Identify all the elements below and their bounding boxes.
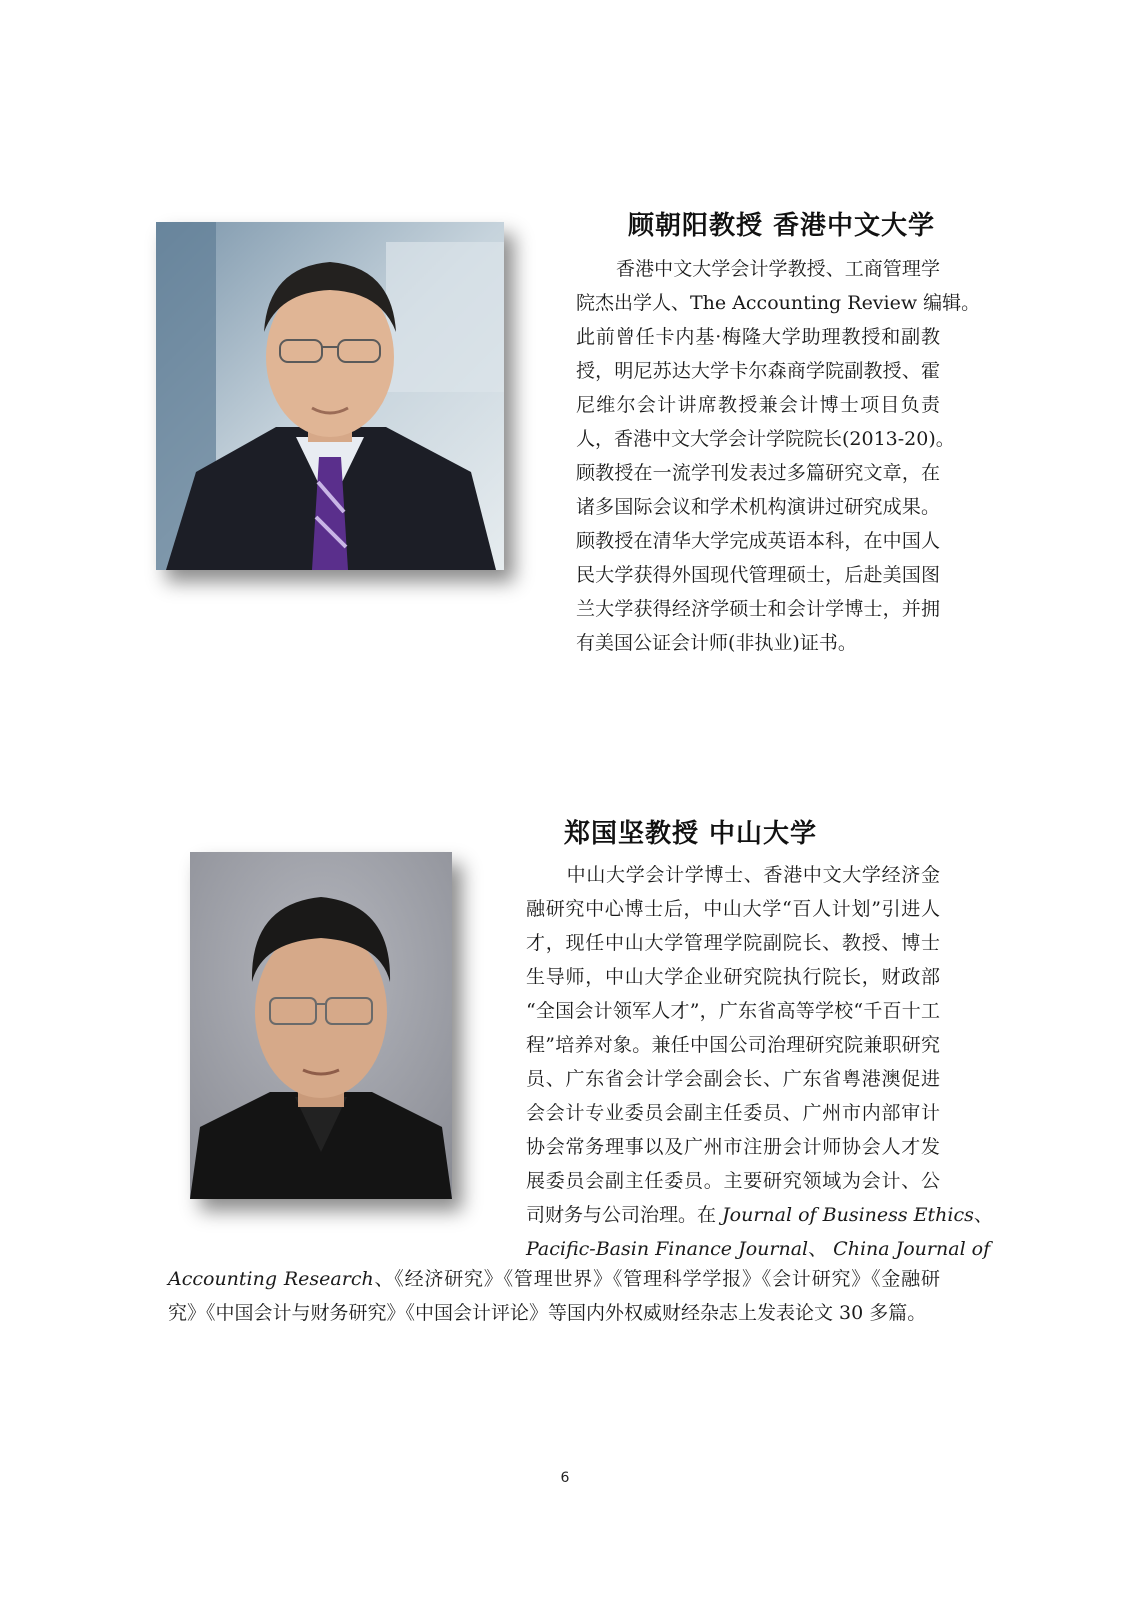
bio-line: 程”培养对象。兼任中国公司治理研究院兼职研究: [526, 1034, 940, 1056]
bio-line: 会会计专业委员会副主任委员、广州市内部审计: [526, 1102, 940, 1124]
profile-photo-gu: [156, 222, 504, 570]
bio-text: 司财务与公司治理。在: [526, 1204, 723, 1226]
bio-line: 院杰出学人、The Accounting Review 编辑。: [576, 292, 981, 314]
bio-line: [526, 1232, 991, 1266]
bio-line: 员、广东省会计学会副会长、广东省粤港澳促进: [526, 1068, 940, 1090]
bio-line: 民大学获得外国现代管理硕士，后赴美国图: [576, 564, 940, 586]
bio-line: 诸多国际会议和学术机构演讲过研究成果。: [576, 496, 940, 518]
bio-line: 展委员会副主任委员。主要研究领域为会计、公: [526, 1170, 940, 1192]
page-number: 6: [560, 1470, 570, 1486]
journal-title: Accounting Research: [168, 1268, 374, 1290]
profile-bio-zheng-continued: [168, 1262, 940, 1330]
bio-line: 有美国公证会计师(非执业)证书。: [576, 632, 857, 654]
bio-line: [168, 1262, 940, 1296]
bio-text: 中山大学会计学博士、香港中文大学经济金: [566, 864, 940, 886]
journal-title: China Journal of: [833, 1238, 991, 1260]
bio-text: 香港中文大学会计学教授、工商管理学: [616, 258, 940, 280]
bio-line: 才，现任中山大学管理学院副院长、教授、博士: [526, 932, 940, 954]
journal-title: Pacific-Basin Finance Journal: [526, 1238, 809, 1260]
bio-line: 顾教授在清华大学完成英语本科，在中国人: [576, 530, 940, 552]
bio-line: 兰大学获得经济学硕士和会计学博士，并拥: [576, 598, 940, 620]
portrait-image: [190, 852, 452, 1199]
bio-text: 、: [973, 1204, 993, 1226]
bio-text: 、《经济研究》《管理世界》《管理科学学报》《会计研究》《金融研: [373, 1268, 940, 1290]
bio-line: 生导师，中山大学企业研究院执行院长，财政部: [526, 966, 940, 988]
bio-line: 协会常务理事以及广州市注册会计师协会人才发: [526, 1136, 940, 1158]
bio-line: [526, 1198, 993, 1232]
profile-bio-zheng: [526, 858, 993, 1266]
profile-name-zheng: 郑国坚教授 中山大学: [564, 819, 818, 849]
bio-line: 尼维尔会计讲席教授兼会计博士项目负责: [576, 394, 940, 416]
profile-bio-gu: [576, 252, 981, 660]
bio-line: “全国会计领军人才”，广东省高等学校“千百十工: [526, 1000, 940, 1022]
journal-title: Journal of Business Ethics: [722, 1204, 974, 1226]
bio-line: 此前曾任卡内基·梅隆大学助理教授和副教: [576, 326, 940, 348]
bio-line: 授，明尼苏达大学卡尔森商学院副教授、霍: [576, 360, 940, 382]
bio-line: 人，香港中文大学会计学院院长(2013-20)。: [576, 428, 955, 450]
portrait-image: [156, 222, 504, 570]
bio-line: [526, 858, 940, 892]
bio-text: 、: [808, 1238, 828, 1260]
profile-name-gu: 顾朝阳教授 香港中文大学: [628, 211, 936, 241]
bio-line: 顾教授在一流学刊发表过多篇研究文章，在: [576, 462, 940, 484]
profile-photo-zheng: [190, 852, 452, 1199]
bio-line: [576, 252, 940, 286]
bio-line: 融研究中心博士后，中山大学“百人计划”引进人: [526, 898, 940, 920]
bio-line: 究》《中国会计与财务研究》《中国会计评论》等国内外权威财经杂志上发表论文 30 多篇。: [168, 1302, 927, 1324]
